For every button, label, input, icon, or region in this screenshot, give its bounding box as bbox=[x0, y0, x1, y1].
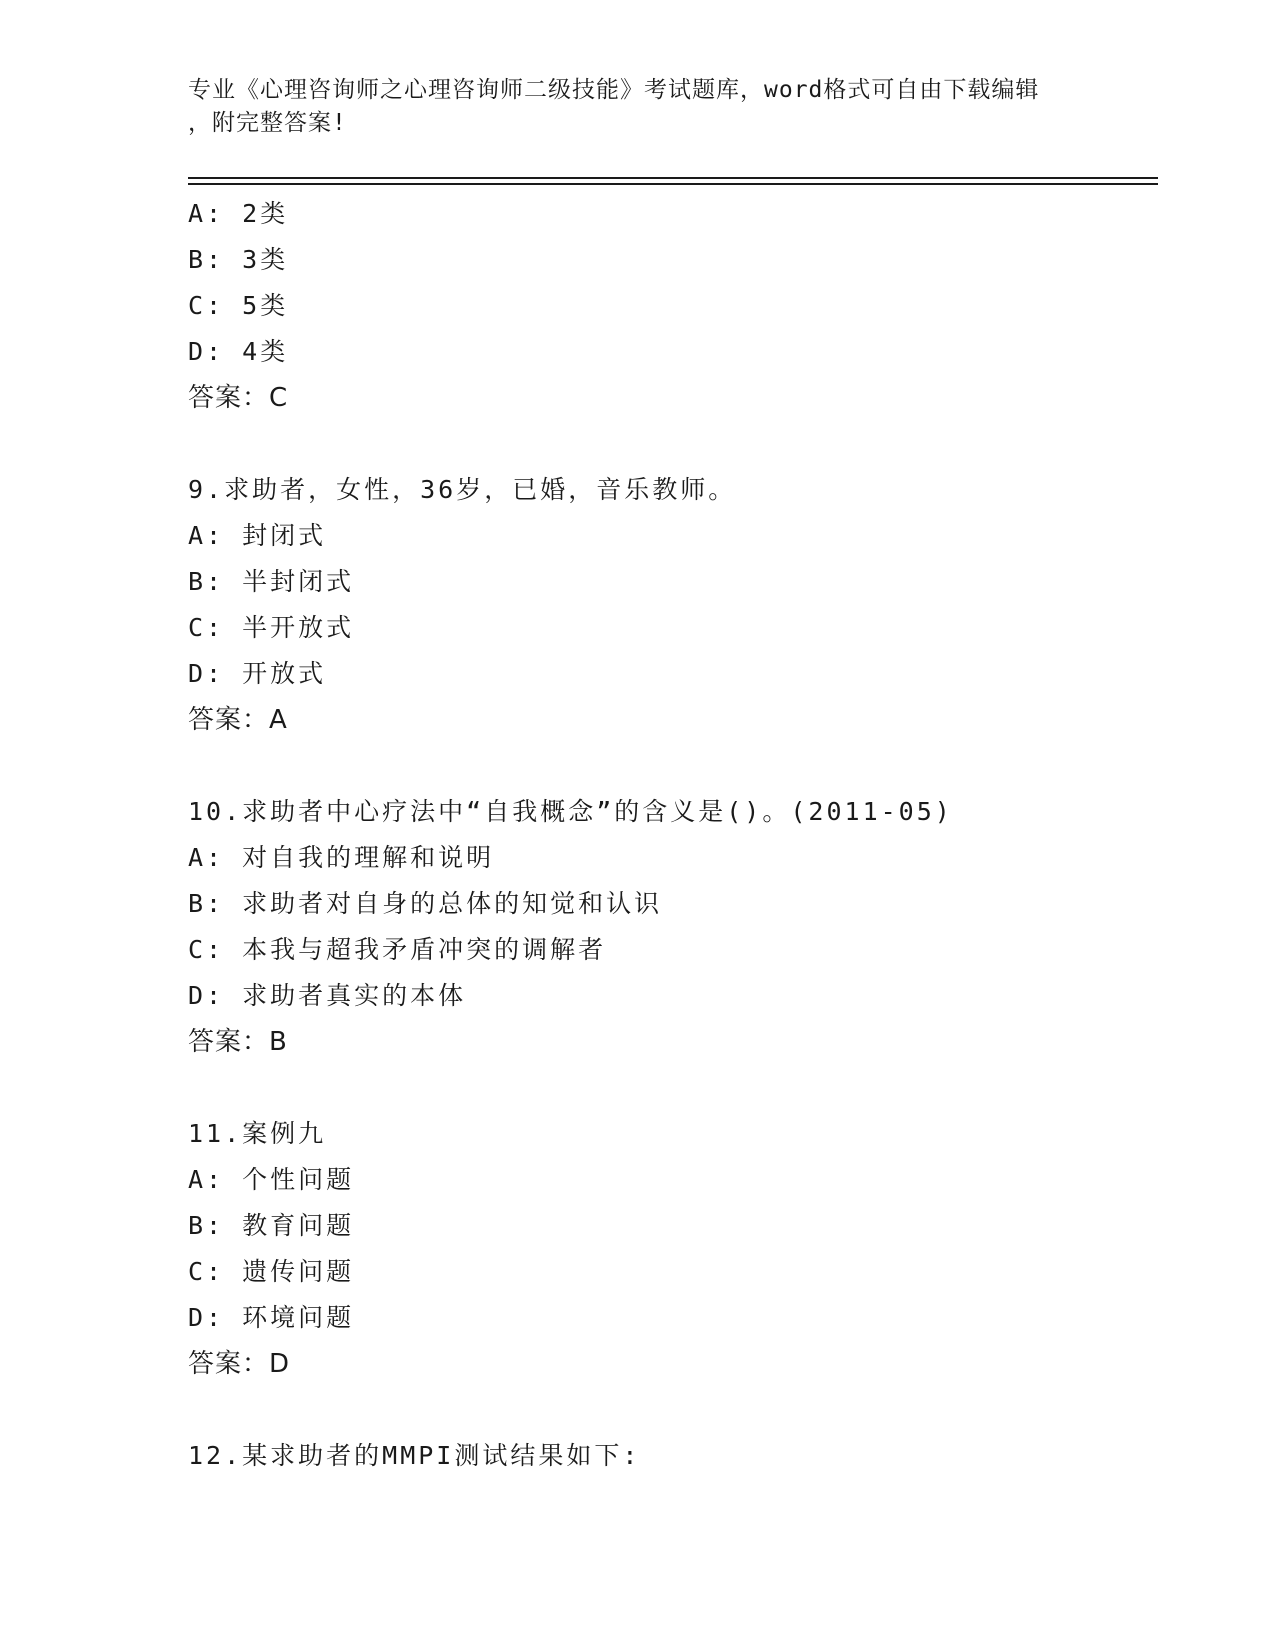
spacer bbox=[188, 1387, 1158, 1433]
option-b: B: 求助者对自身的总体的知觉和认识 bbox=[188, 889, 663, 918]
option-a: A: 封闭式 bbox=[188, 521, 327, 550]
question-block-8 bbox=[188, 191, 1158, 421]
question-block-12 bbox=[188, 1433, 1158, 1479]
option-a: A: 个性问题 bbox=[188, 1165, 355, 1194]
option-a: A: 2类 bbox=[188, 199, 289, 228]
option-d: D: 求助者真实的本体 bbox=[188, 981, 467, 1010]
option-b: B: 3类 bbox=[188, 245, 289, 274]
option-d: D: 4类 bbox=[188, 337, 289, 366]
question-text: 10.求助者中心疗法中“自我概念”的含义是()。(2011-05) bbox=[188, 797, 953, 826]
option-b: B: 教育问题 bbox=[188, 1211, 355, 1240]
question-text: 9.求助者，女性，36岁，已婚，音乐教师。 bbox=[188, 475, 737, 504]
option-c: C: 本我与超我矛盾冲突的调解者 bbox=[188, 935, 607, 964]
option-c: C: 遗传问题 bbox=[188, 1257, 355, 1286]
question-text: 11.案例九 bbox=[188, 1119, 327, 1148]
question-text: 12.某求助者的MMPI测试结果如下: bbox=[188, 1441, 641, 1470]
option-a: A: 对自我的理解和说明 bbox=[188, 843, 495, 872]
header-title-line: 专业《心理咨询师之心理咨询师二级技能》考试题库，word格式可自由下载编辑 bbox=[188, 77, 1040, 103]
question-block-10 bbox=[188, 789, 1158, 1065]
answer-line: 答案：B bbox=[188, 1027, 288, 1057]
spacer bbox=[188, 421, 1158, 467]
option-c: C: 5类 bbox=[188, 291, 289, 320]
answer-line: 答案：A bbox=[188, 705, 288, 735]
header-divider-top bbox=[188, 177, 1158, 179]
answer-line: 答案：D bbox=[188, 1349, 291, 1379]
document-header bbox=[188, 74, 1068, 140]
option-d: D: 开放式 bbox=[188, 659, 327, 688]
spacer bbox=[188, 743, 1158, 789]
spacer bbox=[188, 1065, 1158, 1111]
answer-line: 答案：C bbox=[188, 383, 289, 413]
question-block-11 bbox=[188, 1111, 1158, 1387]
option-c: C: 半开放式 bbox=[188, 613, 355, 642]
question-list bbox=[188, 191, 1158, 1479]
header-divider-bottom bbox=[188, 183, 1158, 185]
header-title-continuation: ，附完整答案! bbox=[188, 110, 347, 136]
option-b: B: 半封闭式 bbox=[188, 567, 355, 596]
option-d: D: 环境问题 bbox=[188, 1303, 355, 1332]
question-block-9 bbox=[188, 467, 1158, 743]
